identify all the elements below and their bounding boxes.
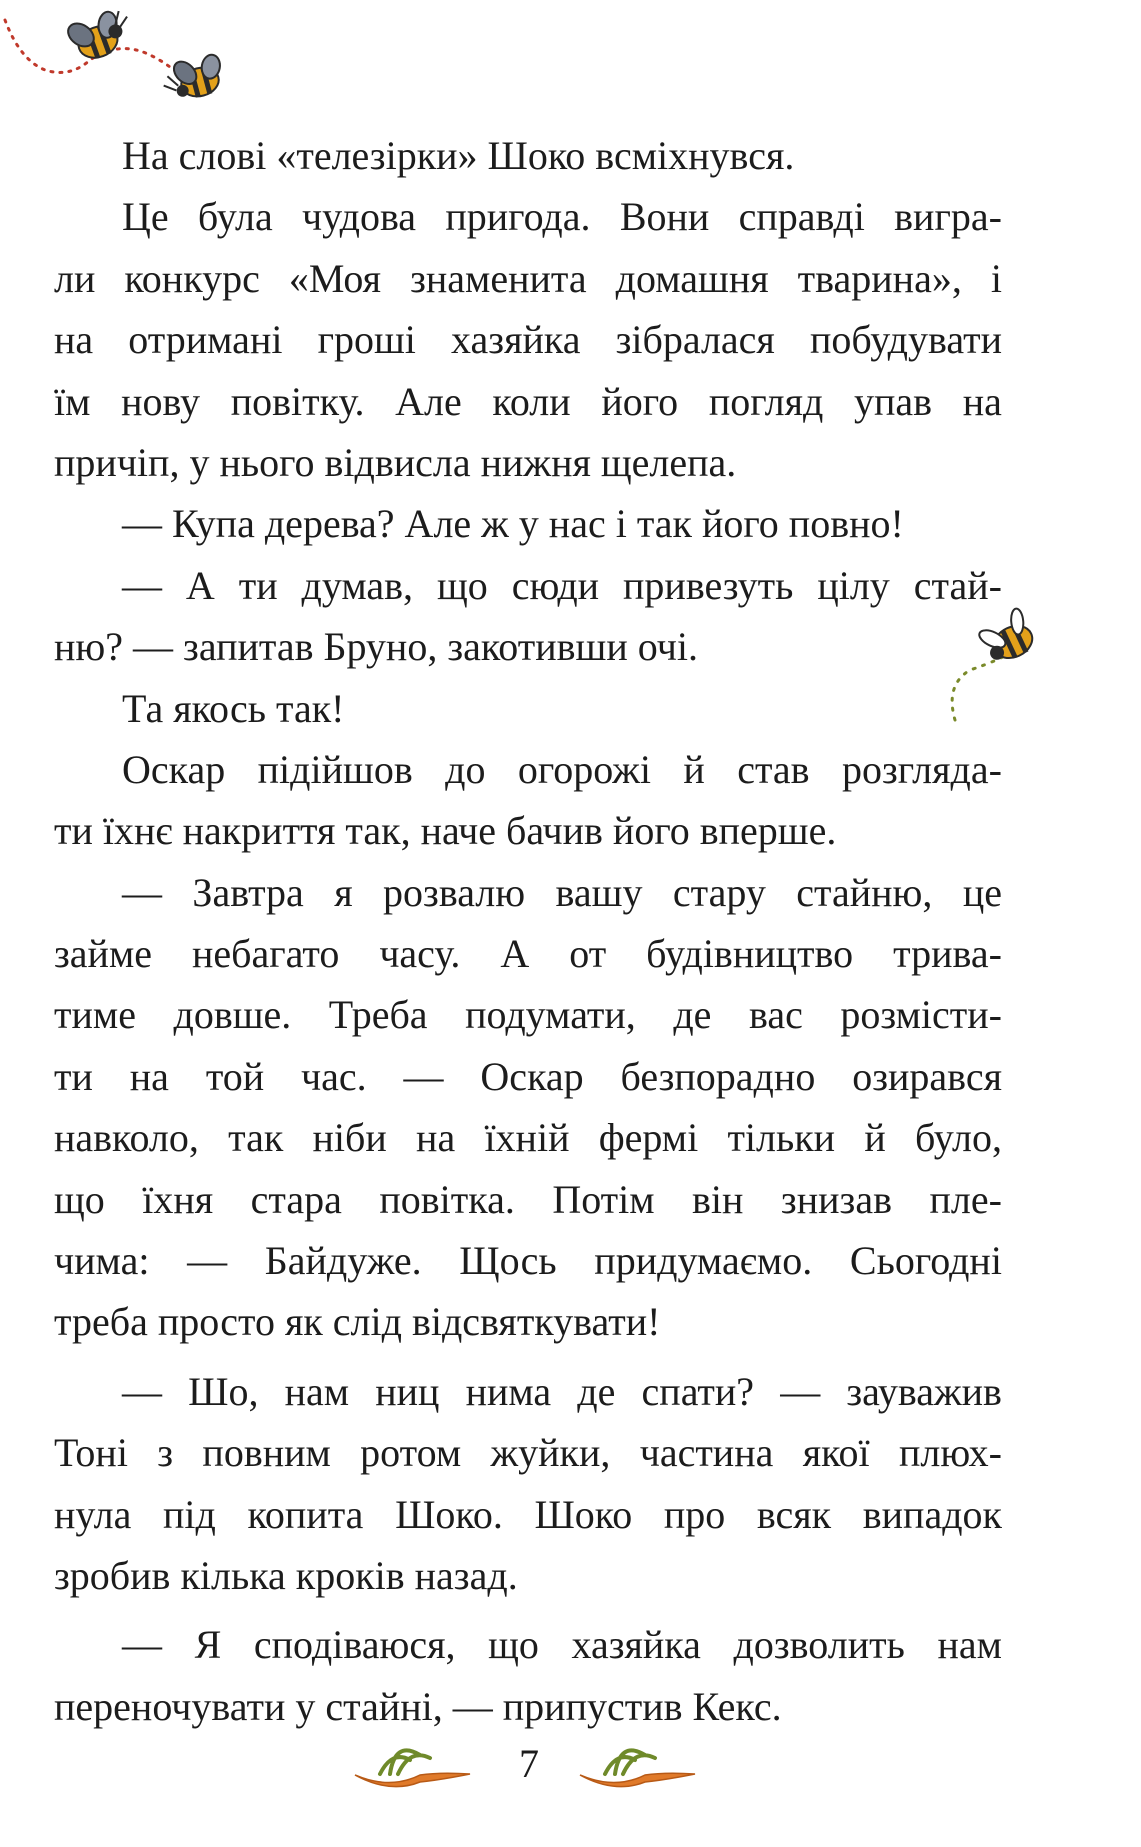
text-line: ти їхнє накриття так, наче бачив його вперше.: [54, 808, 837, 854]
text-line: ти на той час. — Оскар безпорадно озирався: [54, 1053, 1002, 1099]
text-line: займе небагато часу. А от будівництво трива-: [54, 931, 1002, 977]
text-line: — Завтра я розвалю вашу стару стайню, це: [122, 869, 1002, 915]
text-line: переночувати у стайні, — припустив Кекс.: [54, 1683, 782, 1729]
carrot-left-icon: [355, 1750, 470, 1786]
page-number: 7: [519, 1741, 539, 1786]
bee-pair-top-left-icon: [0, 0, 240, 120]
text-line: ли конкурс «Моя знаменита домашня тварина», і: [54, 255, 1002, 301]
carrot-right-icon: [580, 1750, 695, 1786]
text-line: Тоні з повним ротом жуйки, частина якої плюх-: [54, 1430, 1002, 1476]
text-line: зробив кілька кроків назад.: [54, 1552, 518, 1598]
text-line: що їхня стара повітка. Потім він знизав пле-: [54, 1176, 1002, 1222]
text-line: Це була чудова пригода. Вони справді вигра-: [122, 194, 1002, 240]
text-line: Та якось так!: [122, 685, 345, 731]
text-line: їм нову повітку. Але коли його погляд упав на: [54, 378, 1002, 424]
text-line: на отримані гроші хазяйка зібралася побудувати: [54, 317, 1002, 363]
body-text: [54, 125, 1002, 1737]
text-line: нула під копита Шоко. Шоко про всяк випадок: [54, 1491, 1002, 1537]
text-line: На слові «телезірки» Шоко всміхнувся.: [122, 133, 795, 178]
text-line: ню? — запитав Бруно, закотивши очі.: [54, 624, 698, 670]
text-line: навколо, так ніби на їхній фермі тільки й було,: [54, 1115, 1002, 1161]
footer-ornament: [0, 1730, 1141, 1800]
text-line: — А ти думав, що сюди привезуть цілу стай-: [122, 562, 1002, 608]
text-line: Оскар підійшов до огорожі й став розгляда-: [122, 746, 1002, 792]
text-line: треба просто як слід відсвяткувати!: [54, 1299, 661, 1345]
text-line: причіп, у нього відвисла нижня щелепа.: [54, 439, 737, 485]
text-line: — Шо, нам ниц нима де спати? — зауважив: [122, 1368, 1002, 1414]
bee-icon: [158, 47, 230, 105]
text-line: — Я сподіваюся, що хазяйка дозволить нам: [122, 1622, 1002, 1668]
text-line: чима: — Байдуже. Щось придумаємо. Сьогодні: [54, 1238, 1002, 1284]
bee-icon: [60, 2, 137, 66]
text-line: — Купа дерева? Але ж у нас і так його повно!: [122, 501, 904, 547]
text-line: тиме довше. Треба подумати, де вас розмісти-: [54, 992, 1002, 1038]
